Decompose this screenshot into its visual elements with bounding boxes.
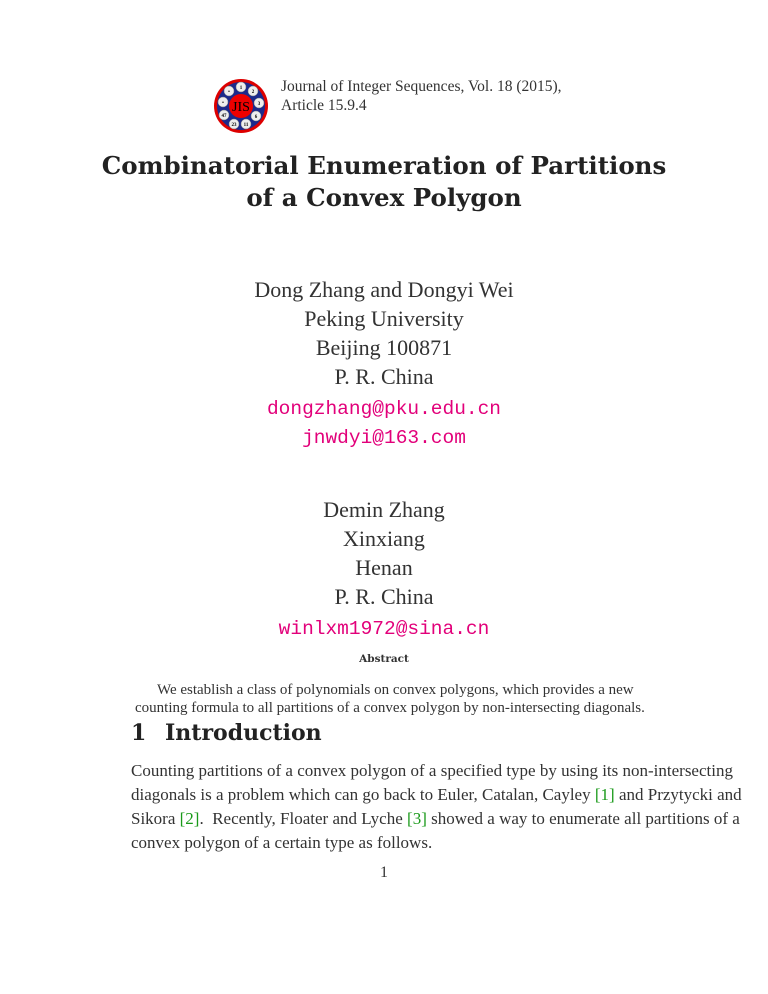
author-name: Demin Zhang <box>323 497 445 522</box>
text: . Recently, Floater and Lyche <box>199 809 408 828</box>
author-names: Dong Zhang and Dongyi Wei <box>254 277 514 302</box>
paper-title <box>0 150 768 214</box>
email-link[interactable]: winlxm1972@sina.cn <box>278 618 490 640</box>
section-title: Introduction <box>165 720 322 746</box>
article-number: Article 15.9.4 <box>281 97 367 114</box>
citation-link[interactable]: [2] <box>179 809 200 828</box>
author-block-1 <box>0 275 768 453</box>
paragraph-line: Counting partitions of a convex polygon of a specified type by using its non-intersecting <box>131 761 733 780</box>
text: diagonals is a problem which can go back to Euler, Catalan, Cayley <box>131 785 595 804</box>
svg-text:•: • <box>228 90 230 95</box>
title-line-2: of a Convex Polygon <box>246 183 522 212</box>
section-heading <box>131 720 322 746</box>
journal-citation: Journal of Integer Sequences, Vol. 18 (2015), <box>281 78 562 95</box>
text: Sikora <box>131 809 180 828</box>
affiliation: Peking University <box>304 306 464 331</box>
svg-text:•: • <box>222 101 224 106</box>
svg-text:6: 6 <box>254 115 258 120</box>
email-link[interactable]: jnwdyi@163.com <box>302 427 466 449</box>
citation-link[interactable]: [1] <box>594 785 615 804</box>
country: P. R. China <box>334 584 434 609</box>
svg-text:23: 23 <box>231 123 237 128</box>
intro-paragraph <box>131 759 742 855</box>
abstract-line: We establish a class of polynomials on convex polygons, which provides a new <box>157 682 634 698</box>
citation-link[interactable]: [3] <box>407 809 427 828</box>
country: P. R. China <box>334 364 434 389</box>
paragraph-line <box>131 807 740 831</box>
paragraph-line <box>131 783 742 807</box>
city: Xinxiang <box>343 526 425 551</box>
journal-header <box>281 77 562 115</box>
svg-text:47: 47 <box>221 114 227 119</box>
jis-logo <box>213 78 269 134</box>
svg-text:JIS: JIS <box>232 100 250 115</box>
section-number: 1 <box>131 720 147 746</box>
page-number: 1 <box>380 864 388 881</box>
svg-text:1: 1 <box>239 86 243 91</box>
paragraph-line: convex polygon of a certain type as follows. <box>131 833 433 852</box>
email-link[interactable]: dongzhang@pku.edu.cn <box>266 398 502 420</box>
svg-text:2: 2 <box>251 90 255 95</box>
title-line-1: Combinatorial Enumeration of Partitions <box>101 151 667 180</box>
svg-text:11: 11 <box>243 123 249 128</box>
svg-text:3: 3 <box>257 102 261 107</box>
abstract-line: counting formula to all partitions of a convex polygon by non-intersecting diagonals. <box>135 700 645 716</box>
province: Henan <box>355 555 413 580</box>
text: showed a way to enumerate all partitions of a <box>426 809 740 828</box>
abstract-text <box>135 681 645 717</box>
abstract-heading: Abstract <box>359 653 409 665</box>
author-block-2 <box>0 495 768 644</box>
city: Beijing 100871 <box>315 335 453 360</box>
text: and Przytycki and <box>614 785 742 804</box>
